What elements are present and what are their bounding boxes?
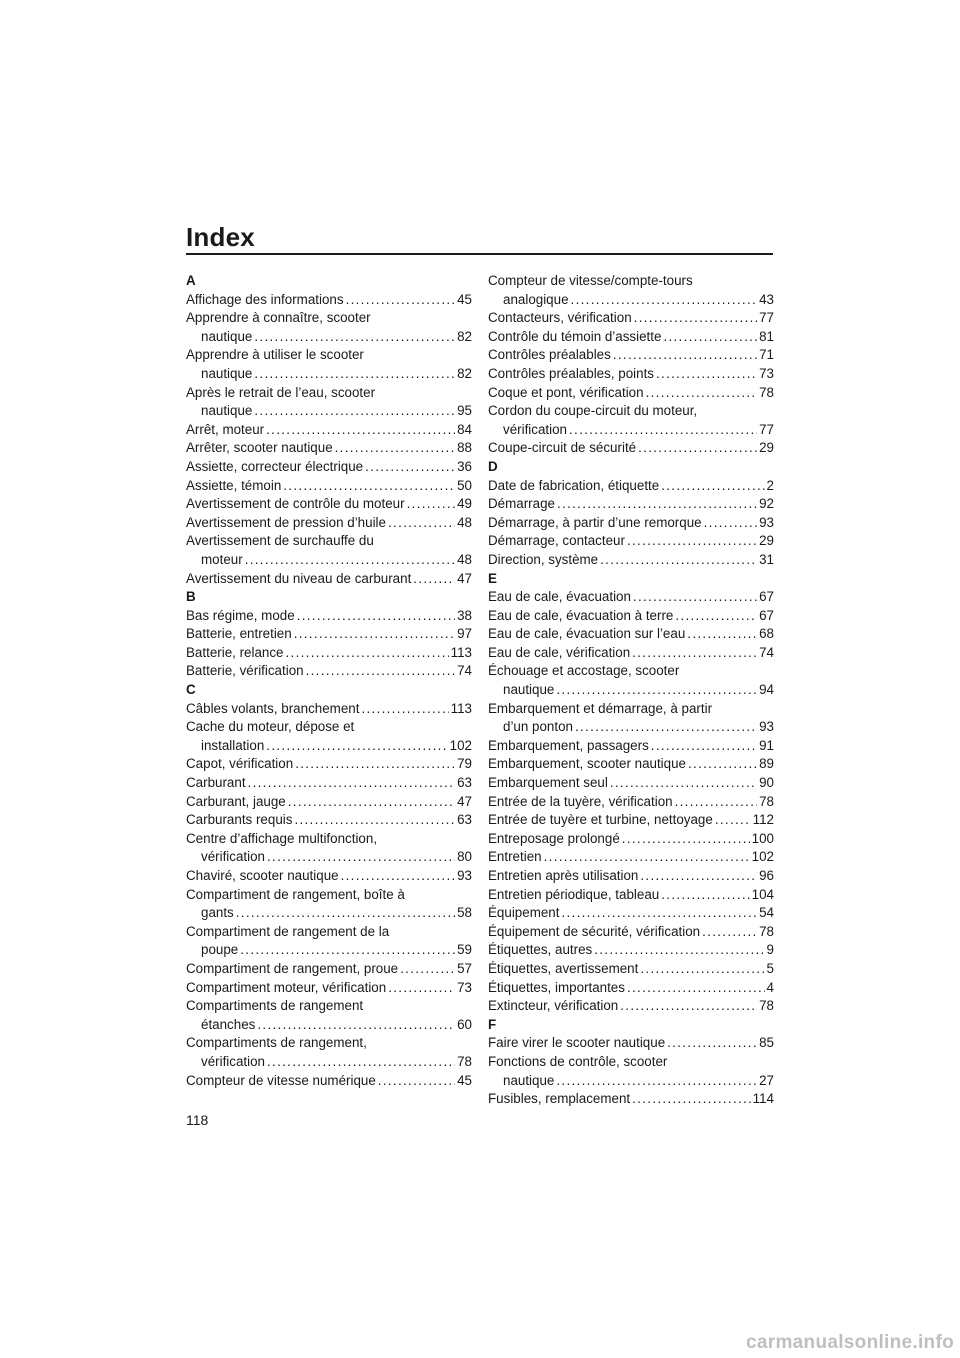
index-entry-term: Entretien: [488, 849, 542, 865]
dot-leader: [571, 291, 758, 310]
dot-leader: [675, 793, 758, 812]
dot-leader: [640, 867, 757, 886]
index-entry: [488, 477, 774, 496]
index-entry-page: 36: [457, 458, 472, 474]
index-entry-page: 102: [751, 849, 774, 865]
index-entry: [186, 960, 472, 979]
index-entry-page: 67: [759, 607, 774, 623]
index-entry-page: 63: [457, 775, 472, 791]
index-entry: [488, 830, 774, 849]
dot-leader: [594, 941, 764, 960]
index-entry-page: 96: [759, 868, 774, 883]
index-entry-page: 114: [752, 1091, 774, 1107]
index-entry-page: 78: [759, 923, 774, 939]
index-entry: [488, 662, 774, 699]
index-entry: [488, 755, 774, 774]
index-entry-term: Cordon du coupe-circuit du moteur,: [488, 403, 698, 419]
index-entry-term-continuation: poupe: [201, 942, 239, 958]
index-entry-term: Compartiments de rangement: [186, 998, 364, 1014]
index-entry: [488, 365, 774, 384]
index-letter-heading: A: [186, 273, 196, 288]
index-entry-page: 54: [759, 905, 774, 921]
index-entry: [488, 867, 774, 886]
dot-leader: [413, 570, 455, 589]
index-entry-page: 78: [457, 1053, 472, 1069]
index-entry-term: Carburants requis: [186, 812, 293, 828]
index-entry: [186, 718, 472, 755]
dot-leader: [266, 737, 447, 756]
index-entry: [488, 346, 774, 365]
index-column-left: [186, 272, 472, 1090]
index-entry-page: 93: [759, 719, 774, 735]
index-entry-term: Fusibles, remplacement: [488, 1091, 631, 1107]
index-entry-page: 92: [759, 496, 774, 512]
dot-leader: [634, 309, 757, 328]
index-entry-page: 9: [766, 942, 774, 958]
index-entry-term: Étiquettes, autres: [488, 942, 593, 958]
index-entry-term: Eau de cale, évacuation à terre: [488, 607, 674, 623]
dot-leader: [248, 774, 456, 793]
dot-leader: [400, 960, 455, 979]
index-entry-page: 81: [759, 328, 774, 344]
dot-leader: [378, 1072, 455, 1091]
index-entry: [488, 904, 774, 923]
dot-leader: [632, 644, 757, 663]
index-entry: [488, 793, 774, 812]
index-entry-page: 59: [457, 942, 472, 958]
dot-leader: [702, 923, 757, 942]
index-entry-term: Démarrage, à partir d’une remorque: [488, 514, 702, 530]
index-entry-page: 93: [457, 868, 472, 883]
index-entry-page: 49: [457, 496, 472, 512]
index-entry: [488, 997, 774, 1016]
index-entry-page: 4: [766, 979, 774, 995]
index-entry: [186, 662, 472, 681]
dot-leader: [627, 532, 757, 551]
index-entry-term: Avertissement du niveau de carburant: [186, 570, 412, 586]
index-entry-term: Embarquement, passagers: [488, 737, 649, 753]
index-entry: [488, 1053, 774, 1090]
dot-leader: [556, 1072, 757, 1091]
index-entry-term: Après le retrait de l’eau, scooter: [186, 384, 376, 400]
dot-leader: [245, 551, 455, 570]
dot-leader: [267, 848, 455, 867]
index-entry: [488, 439, 774, 458]
index-entry-term: Carburant: [186, 775, 246, 791]
index-entry: [186, 886, 472, 923]
dot-leader: [667, 1034, 757, 1053]
index-entry-term-continuation: nautique: [503, 682, 555, 698]
index-entry: [488, 923, 774, 942]
dot-leader: [640, 960, 764, 979]
index-entry-term-continuation: nautique: [201, 328, 253, 344]
dot-leader: [266, 421, 455, 440]
dot-leader: [613, 346, 757, 365]
index-entry: [488, 532, 774, 551]
index-entry: [186, 755, 472, 774]
index-entry-page: 91: [759, 737, 774, 753]
dot-leader: [561, 904, 757, 923]
index-entry-page: 93: [759, 514, 774, 530]
index-entry-page: 112: [752, 812, 774, 828]
index-entry: [488, 774, 774, 793]
index-entry-term: Contrôles préalables: [488, 347, 611, 363]
dot-leader: [240, 941, 455, 960]
index-entry-page: 68: [759, 626, 774, 642]
index-entry-term: Assiette, témoin: [186, 477, 282, 493]
index-entry-term: Entrée de la tuyère, vérification: [488, 793, 673, 809]
index-entry: [186, 458, 472, 477]
index-entry-term: Assiette, correcteur électrique: [186, 458, 364, 474]
index-entry: [186, 495, 472, 514]
index-entry: [186, 997, 472, 1034]
index-entry-term: Équipement de sécurité, vérification: [488, 923, 701, 939]
index-entry-term: Compartiment de rangement, proue: [186, 960, 399, 976]
index-entry: [488, 811, 774, 830]
index-letter-heading: C: [186, 682, 196, 698]
index-entry-page: 97: [457, 626, 472, 642]
index-entry-term: Centre d’affichage multifonction,: [186, 830, 378, 846]
index-entry-page: 27: [759, 1072, 774, 1088]
index-entry-term: Batterie, vérification: [186, 663, 304, 679]
index-entry: [186, 384, 472, 421]
index-entry-page: 82: [457, 365, 472, 381]
index-entry-page: 78: [759, 998, 774, 1014]
index-entry-term: Date de fabrication, étiquette: [488, 477, 660, 493]
index-entry-term: Démarrage, contacteur: [488, 533, 625, 549]
dot-leader: [286, 644, 449, 663]
index-entry: [186, 291, 472, 310]
index-entry: [488, 495, 774, 514]
index-entry: [488, 309, 774, 328]
index-entry-page: 84: [457, 421, 472, 437]
index-entry-page: 113: [450, 700, 472, 716]
dot-leader: [651, 737, 757, 756]
index-entry: [488, 979, 774, 998]
index-entry-page: 58: [457, 905, 472, 921]
index-entry: [488, 644, 774, 663]
dot-leader: [295, 755, 455, 774]
index-entry-term: Démarrage: [488, 496, 555, 512]
index-entry-term: Arrêter, scooter nautique: [186, 440, 333, 456]
dot-leader: [407, 495, 456, 514]
dot-leader: [335, 439, 455, 458]
index-entry-page: 67: [759, 589, 774, 605]
dot-leader: [388, 979, 455, 998]
index-entry-term-continuation: nautique: [503, 1072, 555, 1088]
index-entry-page: 77: [759, 421, 774, 437]
dot-leader: [283, 477, 455, 496]
index-entry: [488, 1090, 774, 1109]
index-entry: [186, 793, 472, 812]
index-entry: [488, 848, 774, 867]
index-entry-term: Entretien après utilisation: [488, 868, 639, 883]
index-entry-term: Embarquement seul: [488, 775, 608, 791]
dot-leader: [627, 979, 765, 998]
index-entry-term: Compteur de vitesse numérique: [186, 1072, 376, 1088]
dot-leader: [715, 811, 751, 830]
index-entry-term: Contacteurs, vérification: [488, 310, 632, 326]
index-entry-term-continuation: vérification: [201, 849, 266, 865]
dot-leader: [257, 1016, 455, 1035]
dot-leader: [575, 718, 757, 737]
index-entry-page: 78: [759, 384, 774, 400]
index-entry-page: 78: [759, 793, 774, 809]
index-entry-term-continuation: moteur: [201, 551, 243, 567]
index-entry: [488, 514, 774, 533]
index-entry: [186, 309, 472, 346]
index-entry: [488, 384, 774, 403]
dot-leader: [388, 514, 455, 533]
index-entry-page: 31: [759, 551, 774, 567]
index-entry-term: Batterie, relance: [186, 644, 284, 660]
index-entry: [488, 402, 774, 439]
dot-leader: [704, 514, 757, 533]
index-entry: [186, 570, 472, 589]
index-entry: [488, 1034, 774, 1053]
index-entry-page: 29: [759, 440, 774, 456]
dot-leader: [610, 774, 757, 793]
index-entry-term: Échouage et accostage, scooter: [488, 663, 680, 679]
index-entry-term: Étiquettes, importantes: [488, 979, 625, 995]
index-entry-term: Eau de cale, vérification: [488, 644, 631, 660]
dot-leader: [544, 848, 750, 867]
index-entry-page: 88: [457, 440, 472, 456]
index-entry-page: 74: [457, 663, 472, 679]
dot-leader: [294, 811, 455, 830]
index-entry-term: Batterie, entretien: [186, 626, 292, 642]
index-entry: [186, 774, 472, 793]
dot-leader: [646, 384, 758, 403]
index-entry-term: Embarquement et démarrage, à partir: [488, 700, 713, 716]
dot-leader: [620, 997, 757, 1016]
index-letter-heading: F: [488, 1016, 497, 1032]
index-entry-page: 94: [759, 682, 774, 698]
index-entry-term: Coque et pont, vérification: [488, 384, 644, 400]
index-entry-page: 47: [457, 570, 472, 586]
index-entry-page: 104: [751, 886, 774, 902]
index-column-right: [488, 272, 774, 1109]
index-entry-page: 45: [457, 1072, 472, 1088]
index-entry-term: Entreposage prolongé: [488, 830, 620, 846]
index-entry: [488, 551, 774, 570]
dot-leader: [675, 607, 757, 626]
index-entry-term: Faire virer le scooter nautique: [488, 1035, 666, 1051]
index-entry-term: Étiquettes, avertissement: [488, 960, 639, 976]
index-entry: [186, 625, 472, 644]
index-entry-term: Eau de cale, évacuation sur l’eau: [488, 626, 686, 642]
index-entry-term-continuation: analogique: [503, 291, 569, 307]
index-entry: [488, 960, 774, 979]
dot-leader: [254, 365, 455, 384]
index-entry-term: Compteur de vitesse/compte-tours: [488, 273, 693, 288]
index-entry: [186, 421, 472, 440]
index-entry-term-continuation: vérification: [201, 1053, 266, 1069]
index-entry-term: Compartiment de rangement, boîte à: [186, 886, 405, 902]
index-entry-term: Avertissement de pression d’huile: [186, 514, 386, 530]
index-entry-term: Compartiment moteur, vérification: [186, 979, 387, 995]
index-entry-page: 63: [457, 812, 472, 828]
index-entry-term: Cache du moteur, dépose et: [186, 719, 355, 735]
page-title: Index: [186, 222, 255, 252]
index-entry-page: 113: [450, 644, 472, 660]
dot-leader: [254, 402, 455, 421]
index-entry-page: 79: [457, 756, 472, 772]
index-entry: [186, 532, 472, 569]
index-entry-page: 82: [457, 328, 472, 344]
index-entry: [186, 514, 472, 533]
index-entry-term-continuation: vérification: [503, 421, 568, 437]
index-entry: [488, 737, 774, 756]
index-entry: [186, 811, 472, 830]
watermark: carmanualsonline.info: [746, 1332, 954, 1353]
index-entry: [186, 439, 472, 458]
dot-leader: [600, 551, 757, 570]
dot-leader: [306, 662, 456, 681]
index-entry: [186, 700, 472, 719]
dot-leader: [288, 793, 455, 812]
dot-leader: [236, 904, 455, 923]
index-entry: [488, 328, 774, 347]
dot-leader: [687, 625, 757, 644]
index-entry: [186, 979, 472, 998]
index-entry-page: 43: [759, 291, 774, 307]
index-entry-term: Affichage des informations: [186, 291, 344, 307]
dot-leader: [294, 625, 455, 644]
index-entry-page: 50: [457, 477, 472, 493]
index-entry-page: 73: [457, 979, 472, 995]
index-entry: [488, 588, 774, 607]
index-entry-page: 48: [457, 514, 472, 530]
index-entry-term: Entretien périodique, tableau: [488, 886, 660, 902]
index-entry-term: Bas régime, mode: [186, 607, 295, 623]
dot-leader: [633, 588, 757, 607]
index-entry-term-continuation: nautique: [201, 365, 253, 381]
dot-leader: [661, 477, 764, 496]
index-entry-term: Apprendre à connaître, scooter: [186, 310, 371, 326]
index-entry-term: Contrôle du témoin d’assiette: [488, 328, 662, 344]
index-entry-term: Avertissement de contrôle du moteur: [186, 496, 405, 512]
index-entry-term: Compartiments de rangement,: [186, 1035, 367, 1051]
dot-leader: [361, 700, 448, 719]
dot-leader: [254, 328, 455, 347]
dot-leader: [346, 291, 456, 310]
index-entry-page: 90: [759, 775, 774, 791]
index-entry-term: Eau de cale, évacuation: [488, 589, 631, 605]
dot-leader: [267, 1053, 455, 1072]
index-entry: [488, 941, 774, 960]
index-entry: [186, 1034, 472, 1071]
index-entry: [488, 607, 774, 626]
index-entry-term: Contrôles préalables, points: [488, 365, 654, 381]
index-entry-term: Extincteur, vérification: [488, 998, 619, 1014]
dot-leader: [365, 458, 455, 477]
index-entry-term-continuation: gants: [201, 905, 234, 921]
index-entry-page: 60: [457, 1016, 472, 1032]
index-entry-page: 89: [759, 756, 774, 772]
index-entry-page: 80: [457, 849, 472, 865]
page-number: 118: [186, 1112, 209, 1128]
index-entry-page: 5: [766, 960, 774, 976]
dot-leader: [341, 867, 456, 886]
index-letter-heading: E: [488, 570, 497, 586]
index-entry-term-continuation: d’un ponton: [503, 719, 573, 735]
index-entry-term: Câbles volants, branchement: [186, 700, 360, 716]
index-entry-term-continuation: étanches: [201, 1016, 256, 1032]
index-entry: [186, 346, 472, 383]
dot-leader: [556, 681, 757, 700]
index-entry: [186, 867, 472, 886]
index-entry-page: 73: [759, 365, 774, 381]
index-entry: [186, 830, 472, 867]
dot-leader: [622, 830, 750, 849]
index-entry-page: 38: [457, 607, 472, 623]
index-entry-term: Coupe-circuit de sécurité: [488, 440, 637, 456]
dot-leader: [661, 886, 749, 905]
dot-leader: [663, 328, 757, 347]
index-entry-term: Équipement: [488, 905, 560, 921]
index-entry: [186, 923, 472, 960]
index-entry-page: 95: [457, 403, 472, 419]
dot-leader: [557, 495, 757, 514]
index-entry-page: 57: [457, 960, 472, 976]
index-entry-term: Embarquement, scooter nautique: [488, 756, 687, 772]
index-entry-term: Apprendre à utiliser le scooter: [186, 347, 364, 363]
index-entry-term: Avertissement de surchauffe du: [186, 533, 374, 549]
title-rule: [186, 253, 773, 255]
index-letter-heading: B: [186, 589, 196, 605]
index-entry-term: Capot, vérification: [186, 756, 294, 772]
index-letter-heading: D: [488, 458, 498, 474]
index-entry-page: 47: [457, 793, 472, 809]
index-entry-term: Compartiment de rangement de la: [186, 923, 390, 939]
dot-leader: [656, 365, 757, 384]
dot-leader: [688, 755, 757, 774]
index-entry-page: 71: [759, 347, 774, 363]
index-entry-term-continuation: installation: [201, 737, 265, 753]
index-entry-page: 45: [457, 291, 472, 307]
index-entry-term: Entrée de tuyère et turbine, nettoyage: [488, 812, 713, 828]
index-entry-term: Chaviré, scooter nautique: [186, 868, 339, 883]
index-entry: [186, 607, 472, 626]
index-entry-term: Fonctions de contrôle, scooter: [488, 1053, 668, 1069]
index-entry-page: 102: [449, 737, 472, 753]
index-entry-page: 100: [751, 830, 774, 846]
index-entry-term: Arrêt, moteur: [186, 421, 265, 437]
index-entry: [488, 272, 774, 309]
index-entry: [488, 886, 774, 905]
index-entry-page: 85: [759, 1035, 774, 1051]
dot-leader: [632, 1090, 750, 1109]
index-entry-page: 29: [759, 533, 774, 549]
index-entry-term-continuation: nautique: [201, 403, 253, 419]
dot-leader: [297, 607, 455, 626]
index-entry-page: 2: [766, 477, 774, 493]
index-entry: [186, 477, 472, 496]
index-entry: [488, 625, 774, 644]
dot-leader: [569, 421, 757, 440]
index-entry-page: 74: [759, 644, 774, 660]
index-entry: [186, 1072, 472, 1091]
index-entry-term: Carburant, jauge: [186, 793, 286, 809]
dot-leader: [638, 439, 757, 458]
index-entry-term: Direction, système: [488, 551, 599, 567]
index-entry: [186, 644, 472, 663]
index-entry-page: 77: [759, 310, 774, 326]
index-entry-page: 48: [457, 551, 472, 567]
index-entry: [488, 700, 774, 737]
